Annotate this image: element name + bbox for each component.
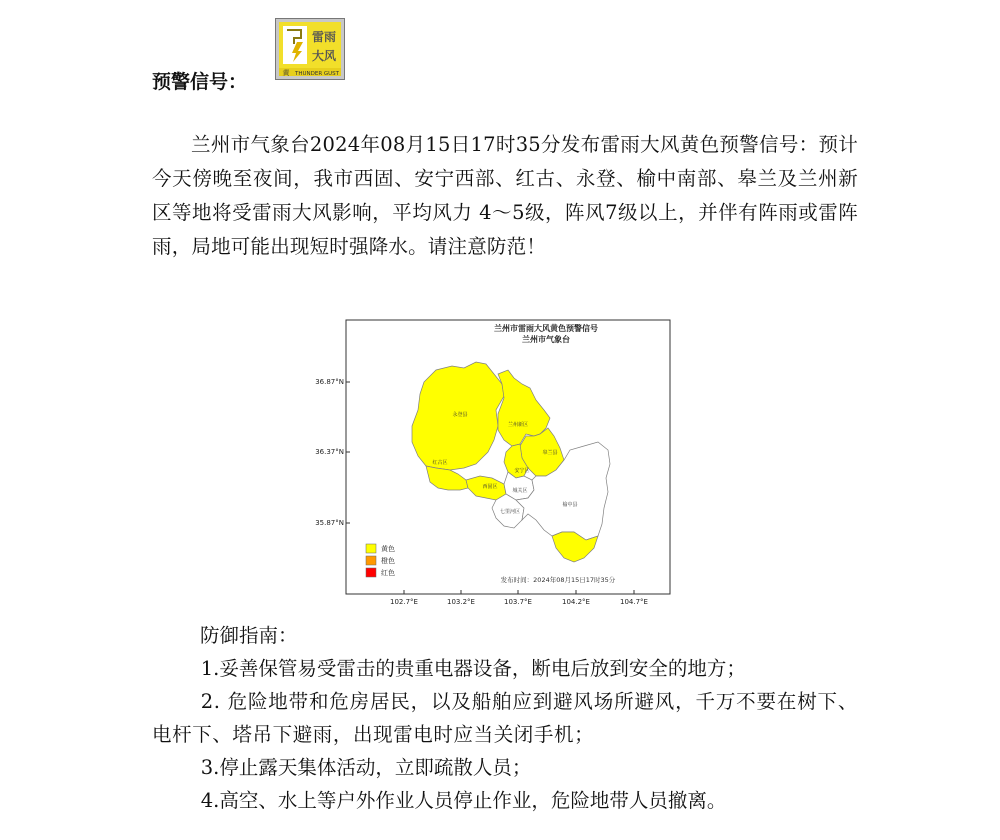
lon-tick-label: 104.2°E	[562, 598, 590, 606]
lat-tick-label: 35.87°N	[315, 519, 344, 527]
lon-tick-label: 103.7°E	[504, 598, 532, 606]
legend-label: 红色	[381, 569, 395, 577]
icon-footer-right: THUNDER GUST	[294, 71, 340, 77]
thunder-gust-yellow-warning-icon	[275, 18, 345, 80]
warning-signal-header	[152, 18, 412, 98]
district-label: 榆中县	[562, 502, 578, 508]
legend-label: 橙色	[381, 557, 395, 565]
map-title: 兰州市雷雨大风黄色预警信号	[494, 324, 598, 333]
lon-tick-label: 102.7°E	[390, 598, 418, 606]
legend-swatch-red	[366, 568, 376, 577]
icon-text-line1: 雷雨	[311, 30, 337, 44]
lon-tick-label: 104.7°E	[620, 598, 648, 606]
icon-text-line2: 大风	[311, 49, 337, 63]
guide-title: 防御指南：	[200, 624, 298, 647]
legend-swatch-orange	[366, 556, 376, 565]
district-label: 城关区	[512, 488, 528, 494]
legend-label: 黄色	[381, 545, 395, 553]
icon-footer-left: 黄	[282, 69, 290, 77]
map-subtitle: 兰州市气象台	[522, 335, 570, 344]
district-label: 西固区	[482, 484, 498, 490]
issue-time: 发布时间：2024年08月15日17时35分	[500, 576, 616, 584]
legend-swatch-yellow	[366, 544, 376, 553]
warning-paragraph: 兰州市气象台2024年08月15日17时35分发布雷雨大风黄色预警信号：预计今天傍晚至夜间，我市西固、安宁西部、红古、永登、榆中南部、皋兰及兰州新区等地将受雷雨大风影响，平均风力 4～5级，阵风7级以上，并伴有阵雨或雷阵雨，局地可能出现短时强降水。请注意防范！	[152, 133, 858, 258]
guide-list	[152, 652, 858, 817]
district-label: 七里河区	[499, 509, 521, 515]
district-label: 兰州新区	[507, 422, 529, 428]
warning-map	[308, 318, 674, 608]
guide-item: 2. 危险地带和危房居民，以及船舶应到避风场所避风，千万不要在树下、电杆下、塔吊下避雨，出现雷电时应当关闭手机；	[152, 690, 858, 746]
district-label: 永登县	[452, 412, 468, 418]
lat-tick-label: 36.87°N	[315, 378, 344, 386]
guide-item: 3.停止露天集体活动，立即疏散人员；	[200, 756, 532, 779]
district-label: 红古区	[432, 460, 448, 466]
guide-item: 4.高空、水上等户外作业人员停止作业，危险地带人员撤离。	[200, 789, 727, 812]
lat-tick-label: 36.37°N	[315, 448, 344, 456]
district-label: 安宁区	[514, 468, 530, 474]
district-label: 皋兰县	[542, 450, 558, 456]
warning-signal-label: 预警信号：	[152, 71, 248, 93]
guide-item: 1.妥善保管易受雷击的贵重电器设备，断电后放到安全的地方；	[200, 657, 746, 680]
lon-tick-label: 103.2°E	[447, 598, 475, 606]
